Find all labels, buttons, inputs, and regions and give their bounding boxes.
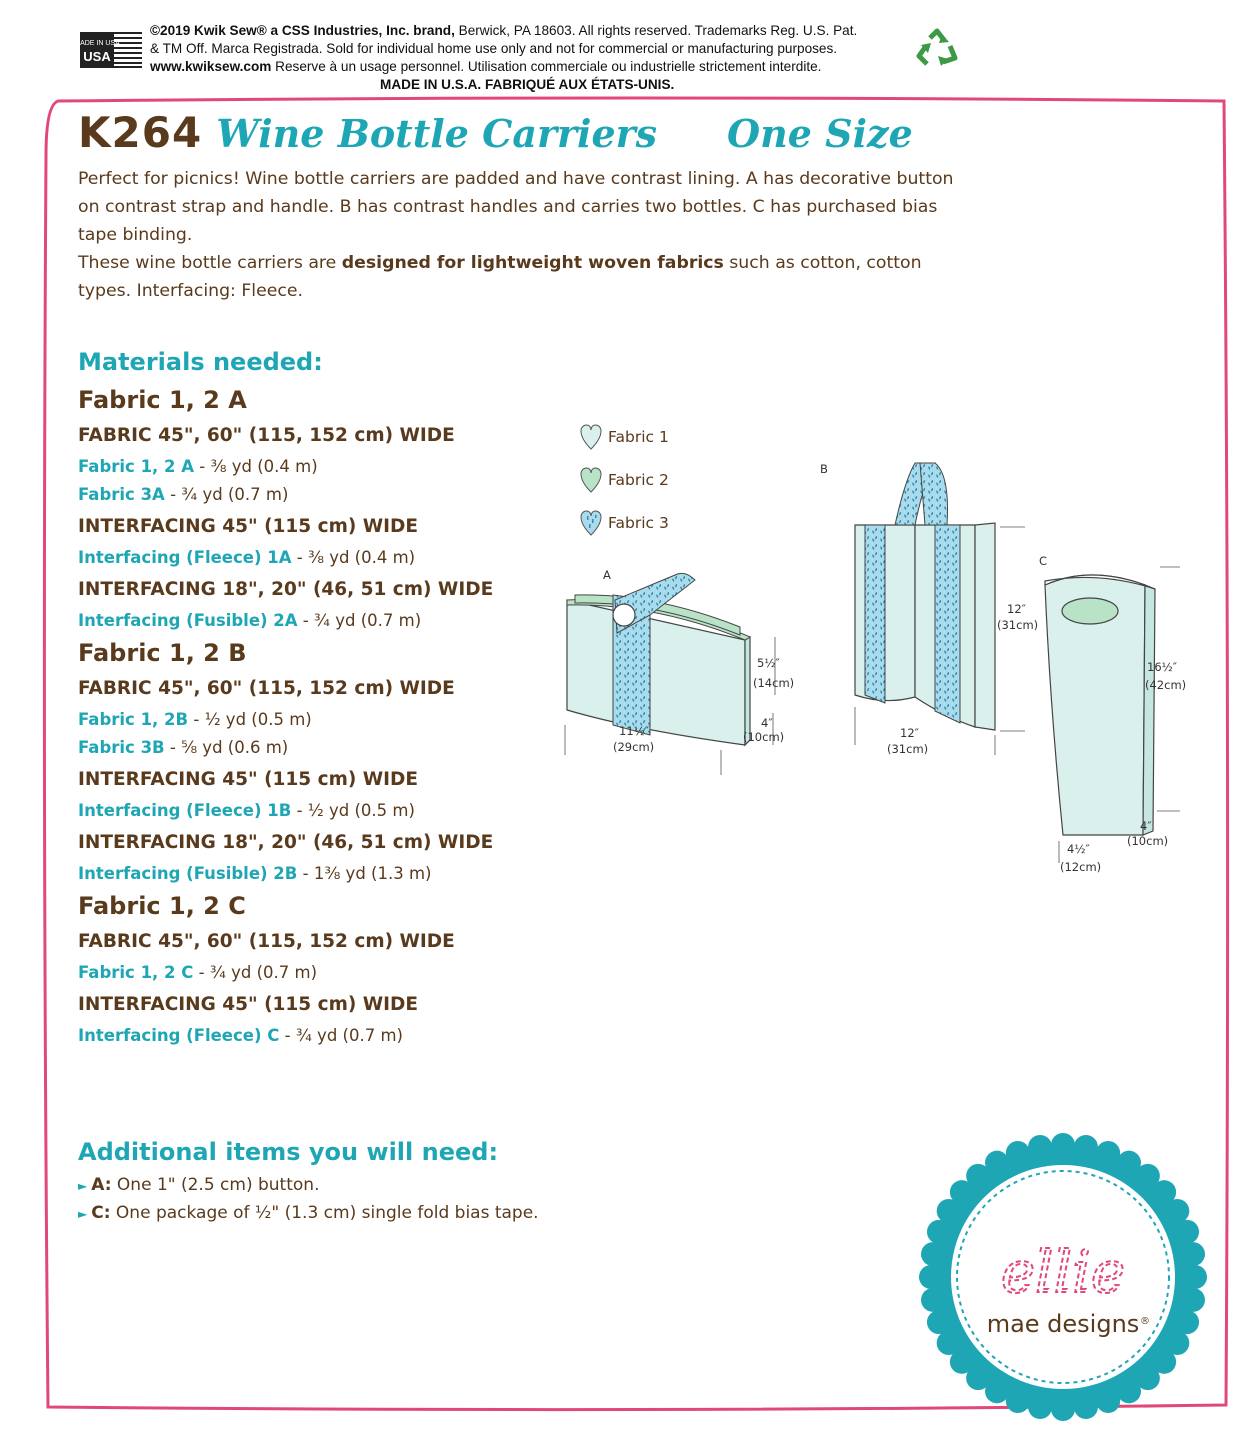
view-c-label: C [1039, 554, 1048, 568]
view-a-depth-cm: (10cm) [743, 730, 785, 744]
view-heading: Fabric 1, 2 C [78, 892, 246, 920]
website-link[interactable]: www.kwiksew.com [150, 59, 272, 74]
yardage-line: Interfacing (Fusible) 2A - ¾ yd (0.7 m) [78, 611, 422, 630]
legal-line-2: & TM Off. Marca Registrada. Sold for individual home use only and not for commercial or manufacturing purposes. [150, 41, 838, 56]
view-c-height-cm: (42cm) [1145, 678, 1187, 692]
view-a-height-cm: (14cm) [753, 676, 795, 690]
logo-scallop [1006, 1141, 1030, 1165]
legend-item: Fabric 1 [580, 415, 720, 458]
logo-scallop [1074, 1135, 1098, 1159]
width-heading: FABRIC 45", 60" (115, 152 cm) WIDE [78, 931, 455, 952]
width-heading: INTERFACING 45" (115 cm) WIDE [78, 516, 419, 537]
logo-scallop [937, 1331, 961, 1355]
made-in-usa-badge [74, 32, 142, 68]
logo-scallop [1028, 1135, 1052, 1159]
logo-scallop [1096, 1389, 1120, 1413]
logo-scallop [985, 1151, 1009, 1175]
logo-scallop [1175, 1310, 1199, 1334]
logo-scallop [1006, 1389, 1030, 1413]
materials-section [78, 348, 558, 1050]
yardage-line: Interfacing (Fleece) 1B - ½ yd (0.5 m) [78, 801, 415, 820]
logo-scallop [1181, 1288, 1205, 1312]
pattern-name: Wine Bottle Carriers [216, 111, 658, 156]
view-c-width: 4½″ [1067, 842, 1090, 856]
logo-scallop [1074, 1395, 1098, 1419]
logo-scallop [1181, 1242, 1205, 1266]
list-item: ► C: One package of ½" (1.3 cm) single fold bias tape. [78, 1203, 539, 1223]
logo-scallop [927, 1310, 951, 1334]
view-b-height-cm: (31cm) [997, 618, 1039, 632]
yardage-line: Fabric 1, 2 A - ⅜ yd (0.4 m) [78, 457, 318, 476]
legend-item: Fabric 2 [580, 458, 720, 501]
view-a-depth: 4″ [761, 716, 773, 730]
yardage-line: Interfacing (Fusible) 2B - 1⅜ yd (1.3 m) [78, 864, 432, 883]
view-a-drawing [565, 568, 794, 775]
additional-heading: Additional items you will need: [78, 1138, 499, 1166]
pattern-description [78, 165, 978, 305]
yardage-line: Interfacing (Fleece) C - ¾ yd (0.7 m) [78, 1026, 403, 1045]
view-c-height: 16½″ [1147, 660, 1178, 674]
logo-scallop [1117, 1379, 1141, 1403]
legal-notice [150, 22, 910, 94]
made-in-text: MADE IN USA [74, 40, 120, 47]
logo-scallop [1096, 1141, 1120, 1165]
view-a-length-cm: (29cm) [613, 740, 655, 754]
width-heading: INTERFACING 45" (115 cm) WIDE [78, 994, 419, 1015]
logo-scallop [1028, 1395, 1052, 1419]
view-b-width-cm: (31cm) [887, 742, 929, 756]
heart-swatch-icon [580, 424, 602, 450]
bullet-arrow-icon: ► [78, 1207, 88, 1221]
ellie-mae-designs-logo [918, 1132, 1208, 1422]
list-item: ► A: One 1" (2.5 cm) button. [78, 1175, 320, 1195]
made-in-line: MADE IN U.S.A. FABRIQUÉ AUX ÉTATS-UNIS. [380, 77, 675, 92]
materials-heading: Materials needed: [78, 348, 323, 376]
yardage-line: Interfacing (Fleece) 1A - ⅜ yd (0.4 m) [78, 548, 416, 567]
yardage-line: Fabric 1, 2B - ½ yd (0.5 m) [78, 710, 312, 729]
description-paragraph-2: These wine bottle carriers are designed for lightweight woven fabrics such as cotton, cotton types. Interfacing: Fleece. [78, 253, 922, 301]
pattern-size: One Size [727, 111, 913, 156]
view-b-height: 12″ [1007, 602, 1026, 616]
bullet-arrow-icon: ► [78, 1179, 88, 1193]
logo-scallop [919, 1265, 943, 1289]
logo-scallop [1183, 1265, 1207, 1289]
pattern-code: K264 [78, 108, 203, 157]
view-illustrations [555, 455, 1205, 895]
logo-scallop [1051, 1397, 1075, 1421]
yardage-line: Fabric 3A - ¾ yd (0.7 m) [78, 485, 289, 504]
width-heading: FABRIC 45", 60" (115, 152 cm) WIDE [78, 425, 455, 446]
view-c-drawing [1039, 554, 1186, 874]
recycle-icon [915, 28, 959, 72]
view-heading: Fabric 1, 2 B [78, 639, 247, 667]
logo-script: ellie [1000, 1238, 1126, 1306]
description-paragraph-1: Perfect for picnics! Wine bottle carriers are padded and have contrast lining. A has decorative button on contrast strap and handle. B has contrast handles and carries two bottles. C has purchased bias tape binding. [78, 169, 954, 245]
yardage-line: Fabric 3B - ⅝ yd (0.6 m) [78, 738, 289, 757]
legal-line-3: Reserve à un usage personnel. Utilisation commerciale ou industrielle strictement interdite. [271, 59, 822, 74]
logo-scallop [921, 1288, 945, 1312]
view-b-drawing [820, 462, 1038, 756]
logo-scallop [1051, 1133, 1075, 1157]
yardage-line: Fabric 1, 2 C - ¾ yd (0.7 m) [78, 963, 318, 982]
view-heading: Fabric 1, 2 A [78, 386, 247, 414]
view-a-height: 5½″ [757, 656, 780, 670]
view-a-label: A [603, 568, 611, 582]
logo-scallop [1175, 1220, 1199, 1244]
logo-scallop [921, 1242, 945, 1266]
legend-item: Fabric 3 [580, 501, 720, 544]
view-a-length: 11½″ [619, 724, 650, 738]
width-heading: INTERFACING 18", 20" (46, 51 cm) WIDE [78, 579, 494, 600]
view-b-width: 12″ [900, 726, 919, 740]
logo-text: mae designs [986, 1310, 1140, 1338]
logo-scallop [927, 1220, 951, 1244]
width-heading: FABRIC 45", 60" (115, 152 cm) WIDE [78, 678, 455, 699]
registered-mark: ® [1140, 1316, 1150, 1327]
legal-line-1: Berwick, PA 18603. All rights reserved. Trademarks Reg. U.S. Pat. [454, 23, 858, 38]
view-b-label: B [820, 462, 828, 476]
svg-text:USA: USA [83, 49, 111, 64]
view-c-width-cm: (12cm) [1060, 860, 1102, 874]
view-c-depth-cm: (10cm) [1127, 834, 1169, 848]
width-heading: INTERFACING 18", 20" (46, 51 cm) WIDE [78, 832, 494, 853]
width-heading: INTERFACING 45" (115 cm) WIDE [78, 769, 419, 790]
copyright-text: ©2019 Kwik Sew® a CSS Industries, Inc. brand, [150, 23, 455, 38]
logo-scallop [1165, 1199, 1189, 1223]
view-c-depth: 4″ [1140, 819, 1152, 833]
pattern-title [78, 108, 913, 157]
additional-items-section [78, 1138, 778, 1228]
